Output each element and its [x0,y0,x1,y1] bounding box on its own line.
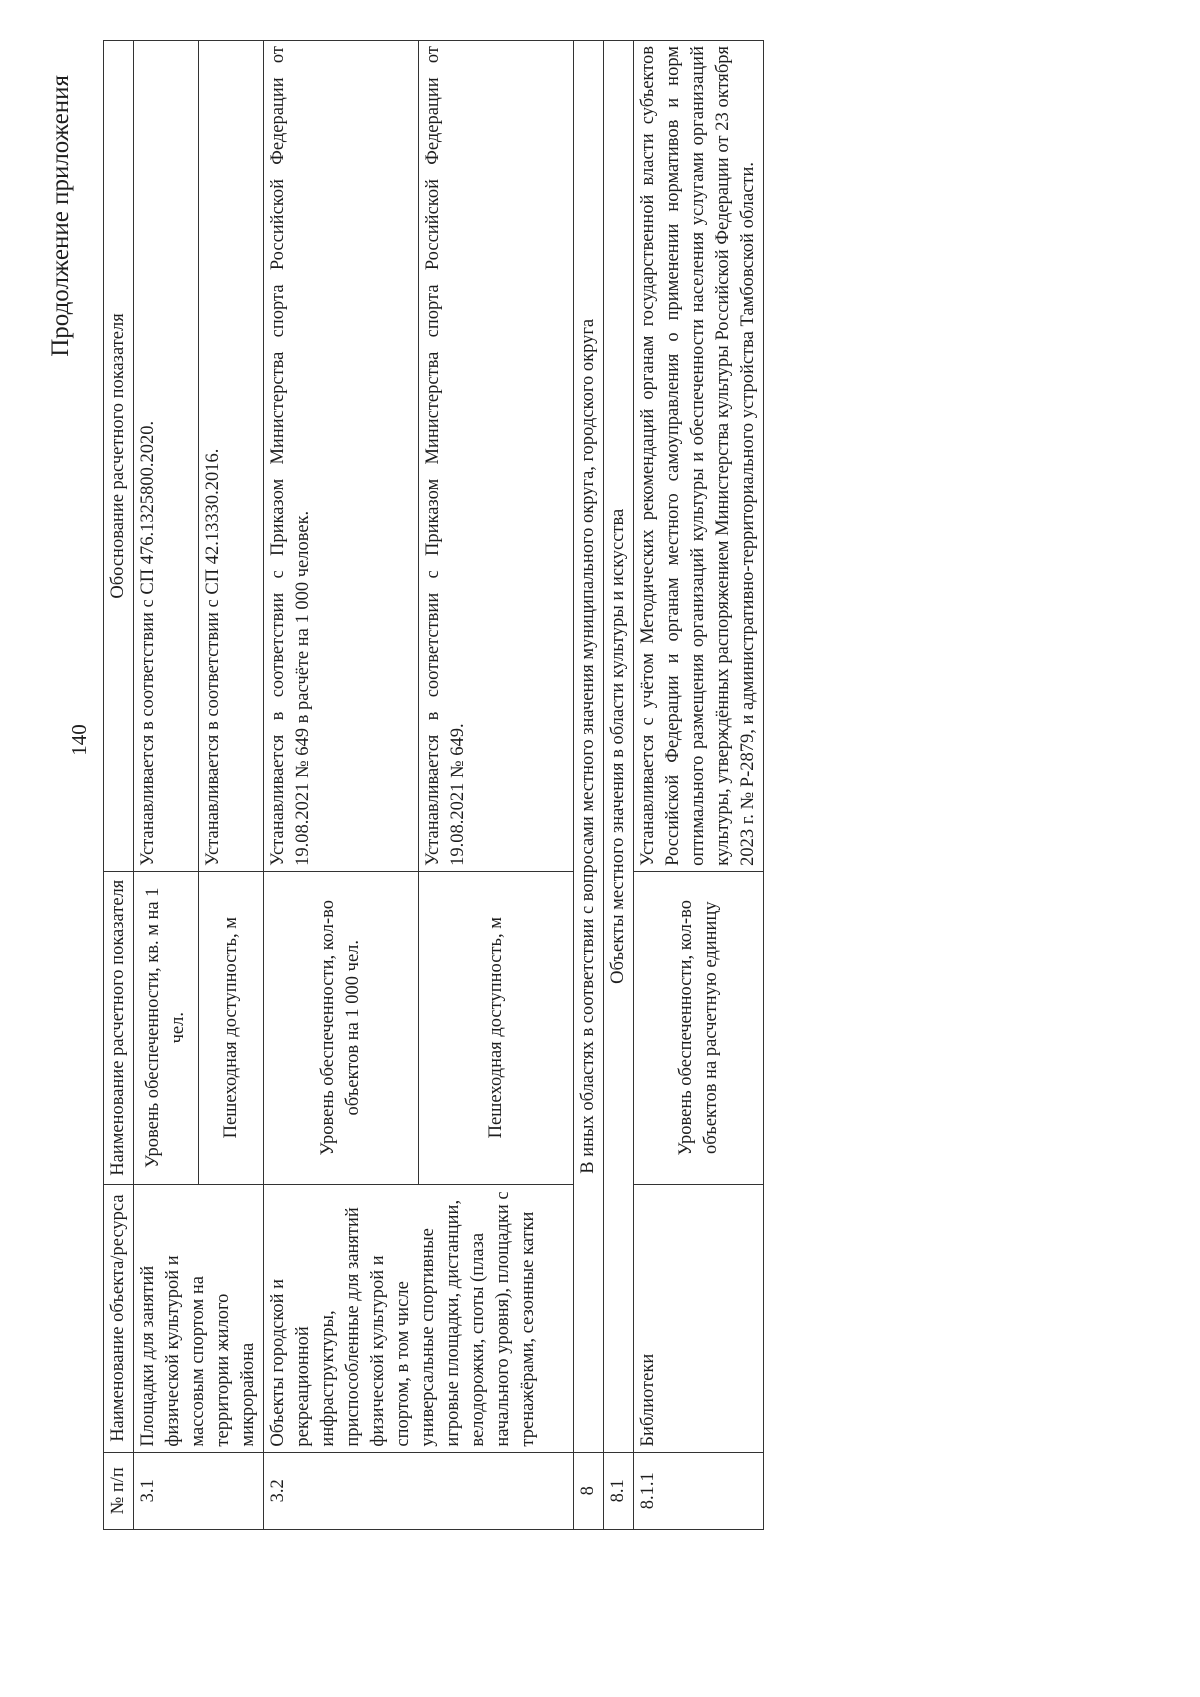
column-header-justification: Обоснование расчетного показателя [104,41,134,872]
table-row [134,41,199,1530]
subsection-row [604,41,634,1530]
rotated-page-content [25,20,1145,1680]
indicator-name: Уровень обеспеченности, кол-во объектов на 1 000 чел. [264,871,419,1184]
standards-table [103,40,764,1530]
column-header-number: № п/п [104,1452,134,1529]
object-name: Библиотеки [634,1184,764,1452]
section-title: В иных областях в соответствии с вопросами местного значения муниципального округа, городского округа [574,41,604,1453]
object-name: Площадки для занятий физической культурой и массовым спортом на территории жилого микрорайона [134,1184,264,1452]
indicator-justification: Устанавливается с учётом Методических рекомендаций органам государственной власти субъектов Российской Федерации и органам местного самоуправления о применении нормативов и норм оптимального размещения организаций культуры и обеспеченности населения услугами организаций культуры, утверждённых распоряжением Министерства культуры Российской Федерации от 23 октября 2023 г. № Р-2879, и административно-территориального устройства Тамбовской области. [634,41,764,872]
indicator-justification: Устанавливается в соответствии с Приказом Министерства спорта Российской Федерации от 19.08.2021 № 649. [419,41,574,872]
indicator-name: Уровень обеспеченности, кв. м на 1 чел. [134,871,199,1184]
indicator-justification: Устанавливается в соответствии с Приказом Министерства спорта Российской Федерации от 19.08.2021 № 649 в расчёте на 1 000 человек. [264,41,419,872]
continuation-heading: Продолжение приложения [47,75,74,357]
section-number: 8 [574,1452,604,1529]
row-number: 3.1 [134,1452,264,1529]
column-header-object: Наименование объекта/ресурса [104,1184,134,1452]
section-row [574,41,604,1530]
row-number: 3.2 [264,1452,574,1529]
indicator-justification: Устанавливается в соответствии с СП 476.1325800.2020. [134,41,199,872]
object-name: Объекты городской и рекреационной инфраструктуры, приспособленные для занятий физической культурой и спортом, в том числе универсальные спортивные игровые площадки, дистанции, велодорожки, споты (плаза начального уровня), площадки с тренажёрами, сезонные катки [264,1184,574,1452]
subsection-number: 8.1 [604,1452,634,1529]
table-row [264,41,419,1530]
indicator-name: Пешеходная доступность, м [199,871,264,1184]
row-number: 8.1.1 [634,1452,764,1529]
indicator-name: Уровень обеспеченности, кол-во объектов на расчетную единицу [634,871,764,1184]
indicator-name: Пешеходная доступность, м [419,871,574,1184]
column-header-indicator: Наименование расчетного показателя [104,871,134,1184]
indicator-justification: Устанавливается в соответствии с СП 42.13330.2016. [199,41,264,872]
table-header-row [104,41,134,1530]
page-number: 140 [67,724,91,756]
subsection-title: Объекты местного значения в области культуры и искусства [604,41,634,1453]
table-row [634,41,764,1530]
